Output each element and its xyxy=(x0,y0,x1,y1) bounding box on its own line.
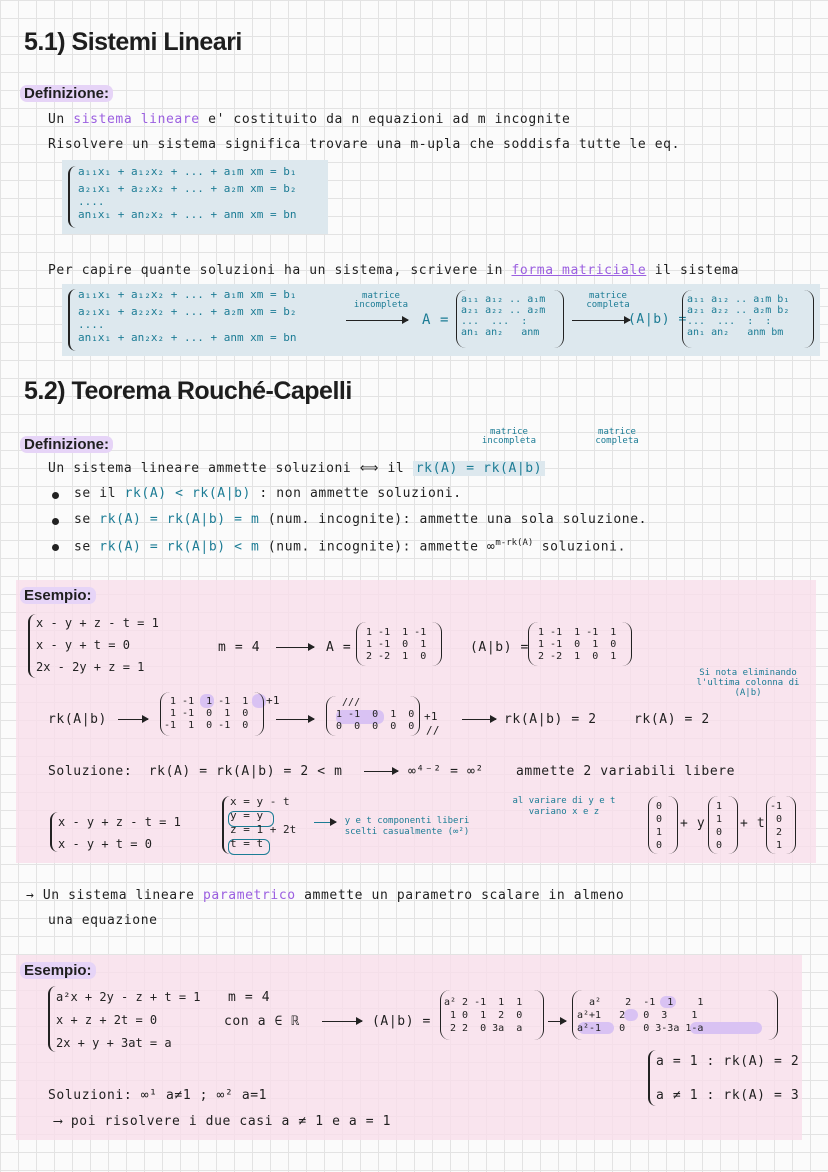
definition-line-1 xyxy=(48,112,571,127)
equation: a₂₁x₁ + a₂₂x₂ + ... + a₂m xm = b₂ xyxy=(78,182,297,195)
definition-label: Definizione: xyxy=(20,436,113,453)
section-title-rouche-capelli: 5.2) Teorema Rouché-Capelli xyxy=(24,377,352,405)
rank-A-result: rk(A) = 2 xyxy=(634,712,710,727)
matrix-Ab-entries: a₁₁ a₁₂ .. a₁m b₁ a₂₁ a₂₂ .. a₂m b₂ ... ... : : an₁ an₂ anm bm xyxy=(687,294,790,338)
note-variation: al variare di y e t variano x e z xyxy=(512,796,616,817)
matrix-reduced-parametric xyxy=(572,990,778,1040)
text: se il xyxy=(74,486,117,501)
rank-condition: rk(A) = rk(A|b) xyxy=(413,461,545,476)
rank-text: rk(A) = rk(A|b) < m xyxy=(99,539,260,555)
text: se xyxy=(74,539,91,555)
text: se xyxy=(74,512,91,527)
parametric-definition-line-1 xyxy=(26,888,624,903)
matrix-Ab-label: (A|b) = xyxy=(372,1014,431,1029)
note-eliminando: Si nota eliminando l'ultima colonna di (A|b) xyxy=(696,668,800,698)
example-label: Esempio: xyxy=(20,587,96,604)
arrow-right-icon xyxy=(276,647,314,648)
arrow-right-icon xyxy=(322,1021,362,1022)
plus-y: + y xyxy=(680,816,706,831)
reduction-matrix-1 xyxy=(160,692,264,736)
equation: .... xyxy=(78,318,105,331)
rank-Ab-result: rk(A|b) = 2 xyxy=(504,712,597,727)
arrow-right-icon xyxy=(118,719,148,720)
arrow-right-icon xyxy=(462,719,496,720)
rank-equality: rk(A) = rk(A|b) = 2 < m xyxy=(148,764,343,779)
arrow-right-icon xyxy=(314,822,336,823)
note-free-components: y e t componenti liberi scelti casualmente (∞²) xyxy=(344,816,470,837)
annotation-incompleta: matrice incompleta xyxy=(481,427,537,446)
matrix-A xyxy=(356,622,442,666)
text: e' costituito da n equazioni ad m incognite xyxy=(208,112,571,127)
matrix-Ab xyxy=(528,622,632,666)
bullet xyxy=(52,492,59,499)
equation: y = y xyxy=(230,809,264,822)
equation: 2x - 2y + z = 1 xyxy=(36,660,145,674)
arrow-right-icon xyxy=(548,1021,566,1022)
matrix-Ab-label: (A|b) = xyxy=(628,312,687,327)
definition-label: Definizione: xyxy=(20,85,113,102)
brace xyxy=(648,1050,656,1106)
infinity-result: ∞⁴⁻² = ∞² xyxy=(408,764,484,779)
reduced-system xyxy=(58,811,181,855)
equation: x - y + z - t = 1 xyxy=(36,616,159,630)
rank-Ab-label: rk(A|b) xyxy=(48,712,107,727)
equation: x - y + t = 0 xyxy=(58,837,152,851)
parametric-definition-line-2: una equazione xyxy=(48,913,158,928)
matrix-A-entries: a₁₁ a₁₂ .. a₁m a₂₁ a₂₂ .. a₂m ... ... : an₁ an₂ anm xyxy=(461,294,546,338)
vector-entries: 0 0 1 0 xyxy=(656,801,663,851)
matrix-A-label: A = xyxy=(326,640,352,655)
matrix-entries: /// 1 -1 0 1 0 0 0 0 0 0 xyxy=(336,697,415,732)
text: Per capire quante soluzioni ha un sistema, scrivere in xyxy=(48,263,504,278)
theorem-statement xyxy=(48,461,545,476)
parametric-system xyxy=(56,986,201,1055)
case-a-not-1: a ≠ 1 : rk(A) = 3 xyxy=(656,1088,800,1103)
vector-particular xyxy=(648,796,678,854)
matrix-entries: a² 2 -1 1 1 1 0 1 2 0 2 2 0 3a a xyxy=(444,997,523,1034)
keyword-forma-matriciale: forma matriciale xyxy=(511,263,647,278)
brace xyxy=(68,166,76,228)
unknowns-count: m = 4 xyxy=(228,990,271,1005)
equation: z = 1 + 2t xyxy=(230,823,297,836)
row-eliminated: // xyxy=(426,724,440,737)
equation: x = y - t xyxy=(230,795,290,808)
arrow-label-incompleta: matrice incompleta xyxy=(353,291,409,310)
equation: an₁x₁ + an₂x₂ + ... + anm xm = bn xyxy=(78,331,297,344)
equation: a₁₁x₁ + a₁₂x₂ + ... + a₁m xm = b₁ xyxy=(78,165,297,178)
vector-entries: 1 1 0 0 xyxy=(716,801,723,851)
text: Un sistema lineare ammette soluzioni ⟺ il xyxy=(48,461,405,476)
reduction-matrix-2 xyxy=(326,696,420,736)
matrix-Ab xyxy=(682,290,814,348)
matrix-form-line xyxy=(48,263,739,278)
matrix-Ab-parametric xyxy=(440,990,544,1040)
example-label: Esempio: xyxy=(20,962,96,979)
matrix-A xyxy=(456,290,564,348)
matrix-entries: 1 -1 1 -1 1 1 -1 0 1 0 -1 1 0 -1 0 xyxy=(164,696,249,731)
equation: x - y + z - t = 1 xyxy=(58,815,181,829)
text: (num. incognite): ammette una sola soluzione. xyxy=(267,512,648,527)
case-unique-solution xyxy=(74,512,647,527)
equation: x - y + t = 0 xyxy=(36,638,130,652)
case-a-equals-1: a = 1 : rk(A) = 2 xyxy=(656,1054,800,1069)
text: : non ammette soluzioni. xyxy=(259,486,462,501)
next-step: ⟶ poi risolvere i due casi a ≠ 1 e a = 1 xyxy=(54,1114,392,1129)
keyword-sistema-lineare: sistema lineare xyxy=(73,112,200,127)
equation: a₂₁x₁ + a₂₂x₂ + ... + a₂m xm = b₂ xyxy=(78,305,297,318)
matrix-Ab-label: (A|b) = xyxy=(470,640,529,655)
arrow-right-icon xyxy=(276,719,314,720)
row-operation: +1 xyxy=(266,694,280,707)
equation: x + z + 2t = 0 xyxy=(56,1013,158,1027)
unknowns-count: m = 4 xyxy=(218,640,261,655)
parameter-domain: con a ∈ ℝ xyxy=(224,1014,300,1029)
equation: .... xyxy=(78,195,105,208)
equation: a²x + 2y - z + t = 1 xyxy=(56,990,201,1004)
bullet xyxy=(52,518,59,525)
text: (num. incognite): ammette ∞ xyxy=(267,539,496,555)
arrow-label-completa: matrice completa xyxy=(586,291,630,310)
case-no-solutions xyxy=(74,486,462,501)
matrix-A-entries: 1 -1 1 -1 1 -1 0 1 2 -2 1 0 xyxy=(366,627,427,662)
brace xyxy=(28,614,36,678)
brace xyxy=(50,812,58,852)
brace xyxy=(48,986,56,1052)
system-equations xyxy=(78,286,297,346)
plus-t: + t xyxy=(740,816,766,831)
text: soluzioni. xyxy=(541,539,627,555)
annotation-completa: matrice completa xyxy=(595,427,639,446)
parametric-solution xyxy=(230,795,296,851)
solution-line xyxy=(48,764,343,779)
text: ammette un parametro scalare in almeno xyxy=(304,888,625,903)
system-equations xyxy=(78,163,297,223)
arrow-right-icon xyxy=(572,320,630,321)
brace xyxy=(68,289,76,351)
solutions-summary: Soluzioni: ∞¹ a≠1 ; ∞² a=1 xyxy=(48,1088,268,1103)
example-system xyxy=(36,612,159,678)
matrix-form-box xyxy=(62,284,820,356)
equation: 2x + y + 3at = a xyxy=(56,1036,172,1050)
bullet xyxy=(52,544,59,551)
row-operation: +1 xyxy=(424,710,438,723)
arrow-right-icon xyxy=(346,320,408,321)
case-infinite-solutions xyxy=(74,538,626,554)
rank-text: rk(A) < rk(A|b) xyxy=(124,486,251,501)
definition-line-2: Risolvere un sistema significa trovare una m-upla che soddisfa tutte le eq. xyxy=(48,137,680,152)
matrix-Ab-entries: 1 -1 1 -1 1 1 -1 0 1 0 2 -2 1 0 1 xyxy=(538,627,617,662)
keyword-parametrico: parametrico xyxy=(202,888,296,903)
text: → Un sistema lineare xyxy=(26,888,195,903)
text: il sistema xyxy=(654,263,740,278)
equation: a₁₁x₁ + a₁₂x₂ + ... + a₁m xm = b₁ xyxy=(78,288,297,301)
matrix-entries: a² 2 -1 1 1 a²+1 2 0 3 1 a²-1 0 0 3-3a 1-a xyxy=(577,997,704,1034)
text: Soluzione: xyxy=(48,764,133,779)
rank-text: rk(A) = rk(A|b) = m xyxy=(99,512,260,527)
equation: t = t xyxy=(230,837,264,850)
text: Un xyxy=(48,112,65,127)
system-box-generic xyxy=(62,160,328,234)
vector-t xyxy=(766,796,796,854)
equation: an₁x₁ + an₂x₂ + ... + anm xm = bn xyxy=(78,208,297,221)
exponent: m-rk(A) xyxy=(495,538,534,548)
vector-entries: -1 0 2 1 xyxy=(770,801,783,851)
vector-y xyxy=(708,796,738,854)
section-title-sistemi-lineari: 5.1) Sistemi Lineari xyxy=(24,28,242,56)
matrix-A-label: A = xyxy=(422,312,450,328)
arrow-right-icon xyxy=(364,771,398,772)
free-variables-text: ammette 2 variabili libere xyxy=(516,764,736,779)
